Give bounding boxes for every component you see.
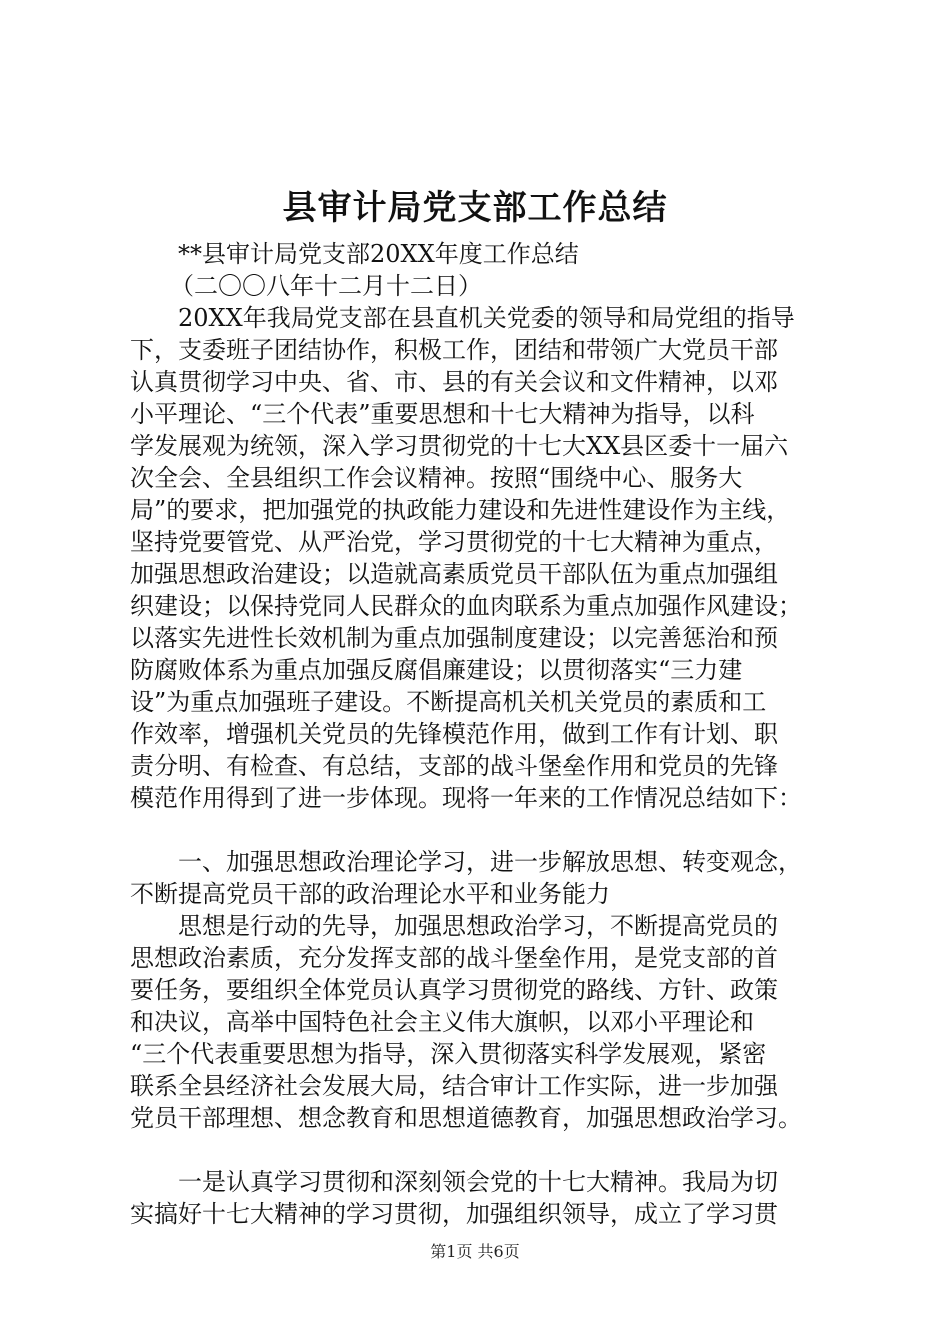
text-line: 思想是行动的先导，加强思想政治学习，不断提高党员的 [178, 912, 778, 940]
text-line: 和决议，高举中国特色社会主义伟大旗帜，以邓小平理论和 [130, 1008, 754, 1036]
paragraph-spacer [130, 1134, 850, 1166]
text-line: 20XX年我局党支部在县直机关党委的领导和局党组的指导 [178, 304, 795, 332]
text-line: 次全会、全县组织工作会议精神。按照“围绕中心、服务大 [130, 464, 743, 492]
text-line: 坚持党要管党、从严治党，学习贯彻党的十七大精神为重点， [130, 528, 778, 556]
text-line: 实搞好十七大精神的学习贯彻，加强组织领导，成立了学习贯 [130, 1200, 778, 1228]
text-line: 防腐败体系为重点加强反腐倡廉建设；以贯彻落实“三力建 [130, 656, 743, 684]
paragraph-spacer [130, 814, 850, 846]
section-paragraph [130, 910, 850, 1134]
text-line: 要任务，要组织全体党员认真学习贯彻党的路线、方针、政策 [130, 976, 778, 1004]
text-line: “三个代表重要思想为指导，深入贯彻落实科学发展观，紧密 [130, 1040, 767, 1068]
text-line: 模范作用得到了进一步体现。现将一年来的工作情况总结如下： [130, 784, 802, 812]
date-line: （二〇〇八年十二月十二日） [170, 272, 482, 300]
text-line: 局”的要求，把加强党的执政能力建设和先进性建设作为主线， [130, 496, 791, 524]
text-line: 织建设；以保持党同人民群众的血肉联系为重点加强作风建设； [130, 592, 802, 620]
text-line: 作效率，增强机关党员的先锋模范作用，做到工作有计划、职 [130, 720, 778, 748]
text-line: 认真贯彻学习中央、省、市、县的有关会议和文件精神，以邓 [130, 368, 778, 396]
text-line: 思想政治素质，充分发挥支部的战斗堡垒作用，是党支部的首 [130, 944, 778, 972]
heading-line: 不断提高党员干部的政治理论水平和业务能力 [130, 880, 610, 908]
page-title: 县审计局党支部工作总结 [282, 188, 668, 228]
section-heading [130, 846, 850, 910]
document-body [130, 238, 850, 1230]
text-line: 联系全县经济社会发展大局，结合审计工作实际，进一步加强 [130, 1072, 778, 1100]
subtitle-line: **县审计局党支部20XX年度工作总结 [178, 240, 579, 268]
intro-paragraph [130, 302, 850, 814]
text-line: 党员干部理想、想念教育和思想道德教育，加强思想政治学习。 [130, 1104, 802, 1132]
text-line: 下，支委班子团结协作，积极工作，团结和带领广大党员干部 [130, 336, 778, 364]
text-line: 学发展观为统领，深入学习贯彻党的十七大XX县区委十一届六 [130, 432, 789, 460]
text-line: 一是认真学习贯彻和深刻领会党的十七大精神。我局为切 [178, 1168, 778, 1196]
text-line: 责分明、有检查、有总结，支部的战斗堡垒作用和党员的先锋 [130, 752, 778, 780]
text-line: 小平理论、“三个代表”重要思想和十七大精神为指导，以科 [130, 400, 755, 428]
text-line: 以落实先进性长效机制为重点加强制度建设；以完善惩治和预 [130, 624, 778, 652]
point-paragraph [130, 1166, 850, 1230]
text-line: 加强思想政治建设；以造就高素质党员干部队伍为重点加强组 [130, 560, 778, 588]
heading-line: 一、加强思想政治理论学习，进一步解放思想、转变观念， [178, 848, 802, 876]
page-footer: 第1页 共6页 [430, 1242, 520, 1261]
text-line: 设”为重点加强班子建设。不断提高机关机关党员的素质和工 [130, 688, 767, 716]
